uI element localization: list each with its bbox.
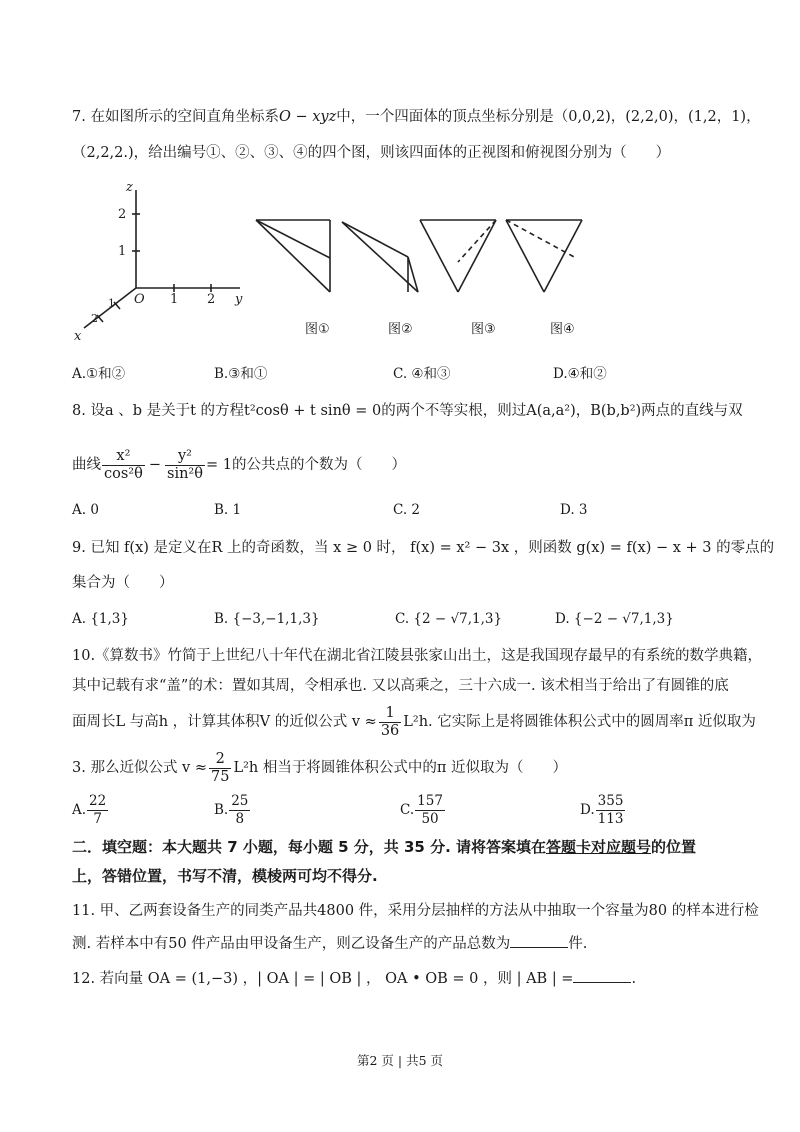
q12-answer-blank[interactable] (573, 968, 631, 983)
figure-2 (342, 222, 418, 292)
q9-line2: 集合为（ ） (72, 575, 174, 591)
view-figures (250, 212, 600, 302)
q10-line1: 10.《算数书》竹简于上世纪八十年代在湖北省江陵县张家山出土，这是我国现存最早的有系统的数学典籍， (72, 648, 763, 664)
q9-option-c[interactable]: C. {2 − √7,1,3} (395, 611, 503, 627)
q7-option-c[interactable]: C. ④和③ (393, 366, 451, 382)
q7-line1: 7. 在如图所示的空间直角坐标系O − xyz中，一个四面体的顶点坐标分别是（0,0,2)，(2,2,0)，(1,2，1)， (72, 109, 761, 125)
origin-label: O (134, 292, 145, 307)
q8-option-d[interactable]: D. 3 (560, 502, 588, 518)
x-tick-1: 1 (108, 297, 115, 310)
q7-option-d[interactable]: D.④和② (553, 366, 607, 382)
q7-option-b[interactable]: B.③和① (214, 366, 268, 382)
section2-heading-line2: 上，答错位置，书写不清，模棱两可均不得分. (72, 867, 378, 885)
q9-option-b[interactable]: B. {−3,−1,1,3} (214, 611, 320, 627)
figure-4-caption: 图④ (550, 322, 575, 337)
q11-line1: 11. 甲、乙两套设备生产的同类产品共4800 件，采用分层抽样的方法从中抽取一个容量为80 的样本进行检 (72, 903, 759, 919)
q8-option-c[interactable]: C. 2 (393, 502, 421, 518)
figure-3-caption: 图③ (471, 322, 496, 337)
q10-line4: 3. 那么近似公式 v ≈ $\frac{2}{75}$ L²h 相当于将圆锥体积公式中的π 近似取为（ ） (72, 750, 567, 785)
q10-option-b[interactable]: B. $\frac{25}{8}$ (214, 792, 249, 827)
q7-option-a[interactable]: A.①和② (72, 366, 126, 382)
y-tick-1: 1 (170, 292, 179, 307)
figure-4 (506, 220, 582, 292)
figure-2-caption: 图② (388, 322, 413, 337)
q10-line3: 面周长L 与高h ，计算其体积V 的近似公式 v ≈ $\frac{1}{36}$ L²h. 它实际上是将圆锥体积公式中的圆周率π 近似取为 (72, 704, 756, 739)
q8-option-b[interactable]: B. 1 (214, 502, 242, 518)
q11-line2: 测. 若样本中有50 件产品由甲设备生产，则乙设备生产的产品总数为 件. (72, 933, 587, 954)
y-axis-label: y (235, 292, 243, 307)
q10-option-d[interactable]: D. $\frac{355}{113}$ (580, 792, 624, 827)
q7-line2: （2,2,2.)，给出编号①、②、③、④的四个图，则该四面体的正视图和俯视图分别为（ ） (72, 145, 671, 161)
figure-1-caption: 图① (305, 322, 330, 337)
z-tick-2: 2 (118, 207, 127, 222)
q8-line1: 8. 设a 、b 是关于t 的方程t²cosθ + t sinθ = 0的两个不等实根，则过A(a,a²)，B(b,b²)两点的直线与双 (72, 403, 743, 419)
q12-line1: 12. 若向量 OA = (1,−3) ，| OA | = | OB | ， OA • OB = 0 ，则 | AB | = . (72, 968, 636, 989)
coordinate-axes-figure (70, 176, 260, 346)
q10-line2: 其中记载有求“盖”的术：置如其周，令相承也. 又以高乘之，三十六成一. 该术相当于给出了有圆锥的底 (72, 678, 729, 694)
y-tick-2: 2 (207, 292, 216, 307)
q9-option-d[interactable]: D. {−2 − √7,1,3} (555, 611, 674, 627)
x-tick-2: 2 (91, 312, 98, 325)
q8-line2: 曲线 $\frac{\text{x²}}{\text{cos²θ}}$ − $\frac{\text{y²}}{\text{sin²θ}}$ = 1的公共点的个数为（ ） (72, 447, 406, 482)
figure-1 (256, 220, 330, 292)
q11-answer-blank[interactable] (510, 933, 568, 948)
q10-option-c[interactable]: C. $\frac{157}{50}$ (400, 792, 443, 827)
page-footer: 第2 页 | 共5 页 (356, 1053, 443, 1068)
q8-option-a[interactable]: A. 0 (72, 502, 99, 518)
q9-option-a[interactable]: A. {1,3} (72, 611, 129, 627)
figure-3 (420, 220, 496, 292)
x-axis-label: x (74, 329, 82, 344)
z-tick-1: 1 (118, 244, 127, 259)
z-axis-label: z (126, 180, 133, 195)
q10-option-a[interactable]: A. $\frac{22}{7}$ (72, 792, 107, 827)
q9-line1: 9. 已知 f(x) 是定义在R 上的奇函数，当 x ≥ 0 时， f(x) = x² − 3x ，则函数 g(x) = f(x) − x + 3 的零点的 (72, 540, 775, 556)
section2-heading-line1: 二．填空题：本大题共 7 小题，每小题 5 分，共 35 分. 请将答案填在答题卡对应题号的位置 (72, 838, 697, 856)
